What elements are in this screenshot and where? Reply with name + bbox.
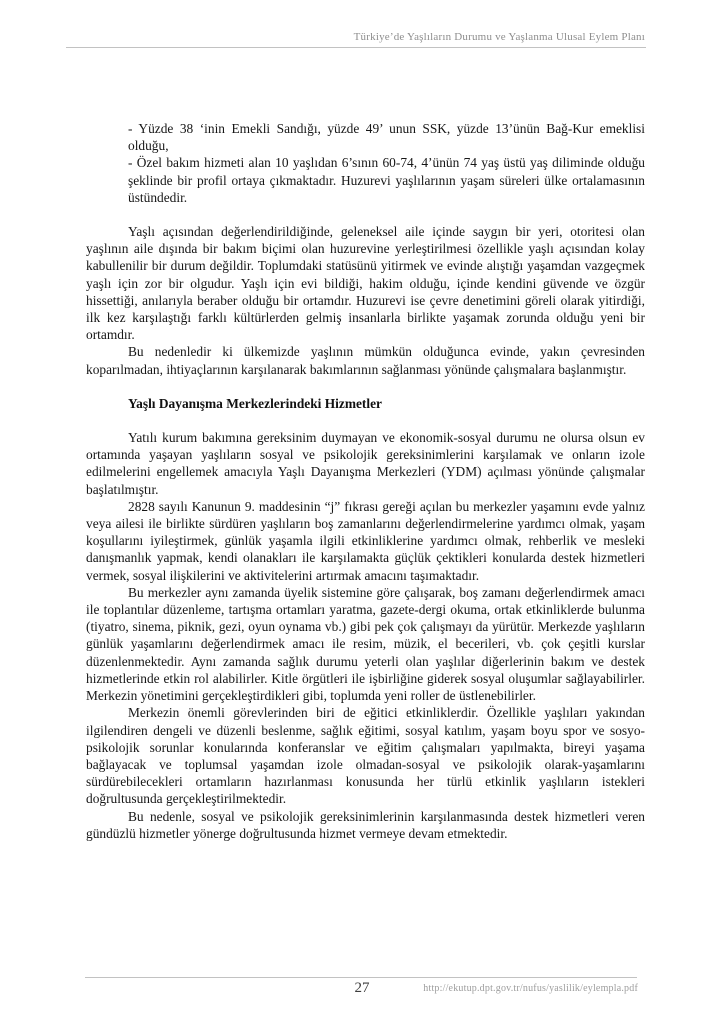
section-heading: Yaşlı Dayanışma Merkezlerindeki Hizmetler [128,395,382,411]
paragraph: Yaşlı açısından değerlendirildiğinde, geleneksel aile içinde saygın bir yeri, otoritesi olan yaşlının aile dışında bir bakım biçimi olan huzurevine yerleştirilmesi özellikle yaşlı açısından kolay kabullenilir bir durum değildir. Toplumdaki statüsünü yitirmek ve evinde alıştığı yaşamdan vazgeçmek yaşlı için zor bir olgudur. Yaşlı için evi bildiği, hakim olduğu, içinde kendini güvende ve özgür hissettiği, anılarıyla beraber olduğu bir ortamdır. Huzurevi ise çevre denetimini göreli olarak yitirdiği, ilk kez karşılaştığı farklı kültürlerden gelmiş insanlarla birlikte yaşamak zorunda olduğu yeni bir ortamdır. [86,224,645,343]
running-header-title: Türkiye’de Yaşlıların Durumu ve Yaşlanma Ulusal Eylem Planı [353,31,645,43]
paragraph-group-services [86,429,645,842]
page-number: 27 [354,980,370,996]
paragraph: Bu nedenle, sosyal ve psikolojik gereksinimlerinin karşılanmasında destek hizmetleri veren gündüzlü hizmetler yönerge doğrultusunda hizmet vermeye devam etmektedir. [86,808,645,841]
paragraph: Merkezin önemli görevlerinden biri de eğitici etkinliklerdir. Özellikle yaşlıları yakından ilgilendiren dengeli ve düzenli beslenme, sağlık eğitimi, sosyal katılım, yaşam boyu spor ve sosyo-psikolojik sorunlar konularında konferanslar ve eğitim çalışmaları yapılmakta, bireyi yaşama bağlayacak ve toplumsal yaşamdan izole olmadan-sosyal ve psikolojik olarak-yaşamlarını sürdürebilecekleri ortamların hazırlanması konusunda her türlü etkinlik yaşlıların istekleri doğrultusunda gerçekleştirilmektedir. [86,705,645,807]
source-url: http://ekutup.dpt.gov.tr/nufus/yaslilik/eylempla.pdf [423,983,638,994]
footer-rule [85,977,637,978]
paragraph: Bu merkezler aynı zamanda üyelik sistemine göre çalışarak, boş zamanı değerlendirmek amacı ile toplantılar düzenleme, tartışma ortamları yaratma, gazete-dergi okuma, ortak etkinliklerde bulunma (tiyatro, sinema, piknik, gezi, oyun oynama vb.) gibi pek çok çalışmayı da yürütür. Merkezde yaşlıların günlük yaşamlarını değerlendirmek amacı ile resim, müzik, el becerileri, vb. çok çeşitli kurslar düzenlenmektedir. Aynı zamanda sağlık durumu yeterli olan yaşlılar diğerlerinin bakım ve destek hizmetlerinde etkin rol alabilirler. Kitle örgütleri ile işbirliğine giderek sosyal oluşumlar sağlayabilirler. Merkezin yönetimini gerçekleştirdikleri gibi, toplumda yeni roller de üstlenebilirler. [86,584,645,704]
profile-list [128,120,645,206]
paragraph-group-intro [86,223,645,378]
document-body [86,120,645,842]
list-item: - Özel bakım hizmeti alan 10 yaşlıdan 6’sının 60-74, 4’ünün 74 yaş üstü yaş diliminde olduğu şeklinde bir profil ortaya çıkmaktadır. Huzurevi yaşlılarının yaşam süreleri ülke ortalamasının üstündedir. [128,155,645,205]
paragraph: Yatılı kurum bakımına gereksinim duymayan ve ekonomik-sosyal durumu ne olursa olsun ev ortamında yaşayan yaşlıların sosyal ve psikolojik gereksinimlerini karşılamak ve onların izole edilmelerini engellemek amacıyla Yaşlı Dayanışma Merkezleri (YDM) açılması yönünde çalışmalar başlatılmıştır. [86,430,645,497]
paragraph: 2828 sayılı Kanunun 9. maddesinin “j” fıkrası gereği açılan bu merkezler yaşamını evde yalnız veya ailesi ile birlikte sürdüren yaşlıların boş zamanlarını değerlendirmelerine yardımcı olmak, yaşam koşullarını iyileştirmek, günlük yaşamla ilgili etkinliklerine yardımcı olmak, rehberlik ve mesleki danışmanlık yapmak, kendi olanakları ile karşılamakta güçlük çektikleri konularda destek hizmetleri vermek, sosyal ilişkilerini ve aktivitelerini artırmak amacını taşımaktadır. [86,498,645,583]
paragraph: Bu nedenledir ki ülkemizde yaşlının mümkün olduğunca evinde, yakın çevresinden koparılmadan, ihtiyaçlarının karşılanarak bakımlarının sağlanması yönünde çalışmalara başlanmıştır. [86,344,645,377]
header-rule [66,47,646,48]
page-header [66,31,645,43]
list-item: - Yüzde 38 ‘inin Emekli Sandığı, yüzde 49’ unun SSK, yüzde 13’ünün Bağ-Kur emeklisi olduğu, [128,121,645,154]
